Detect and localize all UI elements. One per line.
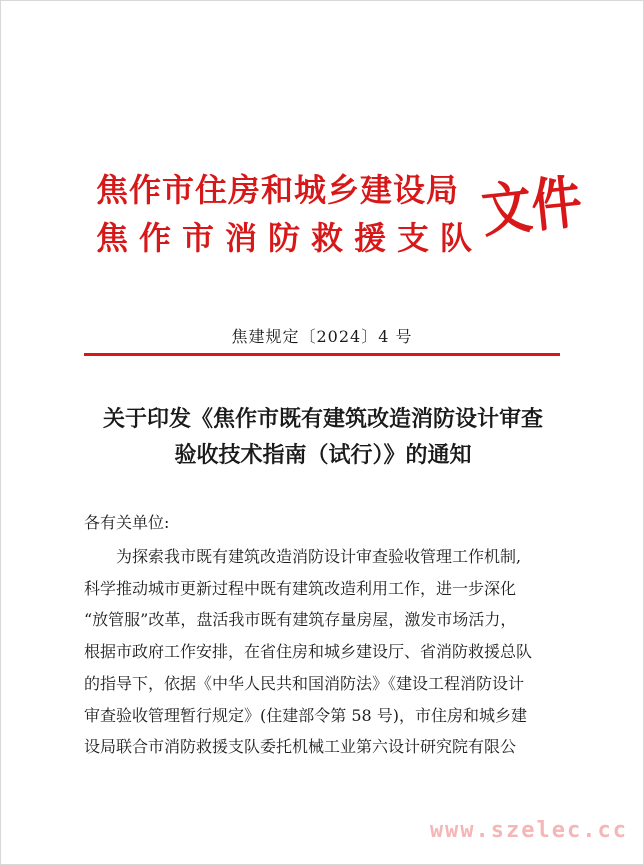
document-header: [96, 168, 585, 268]
body-paragraph: [84, 541, 560, 763]
site-watermark: www.szelec.cc: [429, 818, 628, 843]
body-line: 的指导下，依据《中华人民共和国消防法》《建设工程消防设计: [84, 673, 525, 693]
red-divider: [84, 353, 560, 356]
document-number: 焦建规定〔2024〕4 号: [231, 327, 413, 346]
body-line: 根据市政府工作安排，在省住房和城乡建设厅、省消防救援总队: [84, 642, 533, 662]
body-line: 为探索我市既有建筑改造消防设计审查验收管理工作机制,: [116, 547, 522, 566]
title-line-1: 关于印发《焦作市既有建筑改造消防设计审查: [102, 407, 543, 432]
notice-title: [78, 402, 568, 474]
body-line: 审查验收管理暂行规定》(住建部令第 58 号)，市住房和城乡建: [84, 705, 528, 725]
body-line: 科学推动城市更新过程中既有建筑改造利用工作，进一步深化: [84, 578, 517, 598]
issuer-line-2: 焦作市消防救援支队: [96, 219, 484, 257]
body-line: 设局联合市消防救援支队委托机械工业第六设计研究院有限公: [84, 737, 517, 757]
issuer-line-1: 焦作市住房和城乡建设局: [96, 171, 460, 209]
body-line: “放管服”改革，盘活我市既有建筑存量房屋，激发市场活力，: [84, 610, 517, 630]
doc-type-label: 文件: [478, 168, 585, 246]
salutation: 各有关单位:: [84, 513, 170, 532]
title-line-2: 验收技术指南（试行）》的通知: [174, 443, 472, 468]
